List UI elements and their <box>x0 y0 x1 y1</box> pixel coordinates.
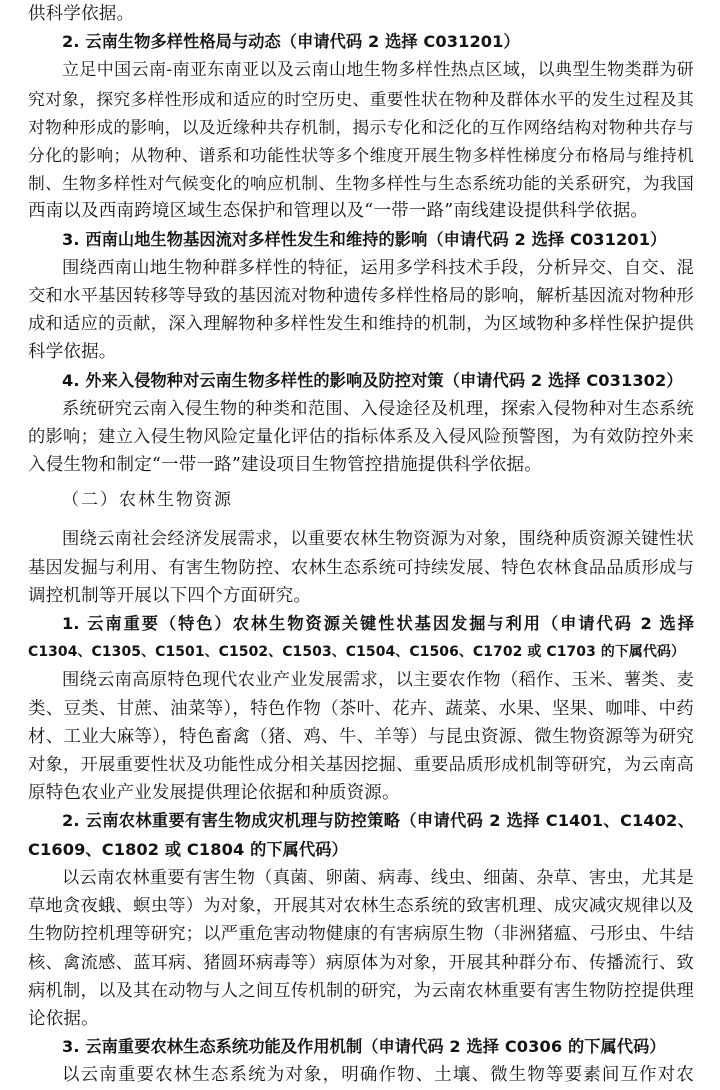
paragraph-line: 围绕云南高原特色现代农业产业发展需求，以主要农作物（稻作、玉米、薯类、麦 <box>62 670 694 691</box>
paragraph-line: 围绕云南社会经济发展需求，以重要农林生物资源为对象，围绕种质资源关键性状 <box>62 529 694 550</box>
paragraph-line: 材、工业大麻等），特色畜禽（猪、鸡、牛、羊等）与昆虫资源、微生物资源等为研究 <box>28 726 694 747</box>
subsection-heading-line: C1609、C1802 或 C1804 的下属代码） <box>28 839 348 859</box>
paragraph-line: 西南以及西南跨境区域生态保护和管理以及“一带一路”南线建设提供科学依据。 <box>28 201 649 222</box>
paragraph-line: 成和适应的贡献，深入理解物种多样性发生和维持的机制，为区域物种多样性保护提供 <box>28 314 694 335</box>
document-page <box>28 0 694 1090</box>
paragraph-line: 科学依据。 <box>28 342 117 363</box>
paragraph-line: 病机制，以及其在动物与人之间互传机制的研究，为云南农林重要有害生物防控提供理 <box>28 980 694 1001</box>
paragraph-line: 以云南农林重要有害生物（真菌、卵菌、病毒、线虫、细菌、杂草、害虫，尤其是 <box>62 867 694 888</box>
paragraph-line: 供科学依据。 <box>28 4 135 24</box>
paragraph-line: 交和水平基因转移等导致的基因流对物种遗传多样性格局的影响，解析基因流对物种形 <box>28 286 694 307</box>
paragraph-line: 究对象，探究多样性形成和适应的时空历史、重要性状在物种及群体水平的发生过程及其 <box>28 88 694 109</box>
subsection-heading-line: 3. 西南山地生物基因流对多样性发生和维持的影响（申请代码 2 选择 C031201） <box>62 229 667 249</box>
subsection-heading-line: C1304、C1305、C1501、C1502、C1503、C1504、C1506、C1702 或 C1703 的下属代码） <box>28 644 686 661</box>
subsection-heading-line: 4. 外来入侵物种对云南生物多样性的影响及防控对策（申请代码 2 选择 C031302） <box>62 370 683 390</box>
paragraph-line: 的影响；建立入侵生物风险定量化评估的指标体系及入侵风险预警图，为有效防控外来 <box>28 427 694 448</box>
paragraph-line: 原特色农业产业发展提供理论依据和种质资源。 <box>28 783 400 804</box>
paragraph-line: 对物种形成的影响，以及近缘种共存机制，揭示专化和泛化的互作网络结构对物种共存与 <box>28 116 694 137</box>
paragraph-line: 调控机制等开展以下四个方面研究。 <box>28 585 312 606</box>
paragraph-line: 对象，开展重要性状及功能性成分相关基因挖掘、重要品质形成机制等研究，为云南高 <box>28 755 694 776</box>
subsection-heading-line: 2. 云南生物多样性格局与动态（申请代码 2 选择 C031201） <box>62 32 520 52</box>
paragraph-line: 分化的影响；从物种、谱系和功能性状等多个维度开展生物多样性梯度分布格局与维持机 <box>28 145 694 166</box>
paragraph-line: 系统研究云南入侵生物的种类和范围、入侵途径及机理，探索入侵物种对生态系统 <box>62 398 694 419</box>
section-heading: （二）农林生物资源 <box>62 490 233 511</box>
paragraph-line: 生物防控机理等研究；以严重危害动物健康的有害病原生物（非洲猪瘟、弓形虫、牛结 <box>28 924 694 945</box>
paragraph-line: 论依据。 <box>28 1008 99 1029</box>
paragraph-line: 以云南重要农林生态系统为对象，明确作物、土壤、微生物等要素间互作对农 <box>62 1065 694 1086</box>
subsection-heading-line: 2. 云南农林重要有害生物成灾机理与防控策略（申请代码 2 选择 C1401、C1402、 <box>62 811 694 831</box>
paragraph-line: 类、豆类、甘蔗、油菜等），特色作物（茶叶、花卉、蔬菜、水果、坚果、咖啡、中药 <box>28 698 694 719</box>
paragraph-line: 立足中国云南-南亚东南亚以及云南山地生物多样性热点区域，以典型生物类群为研 <box>62 60 694 81</box>
subsection-heading-line: 3. 云南重要农林生态系统功能及作用机制（申请代码 2 选择 C0306 的下属代码） <box>62 1037 666 1057</box>
subsection-heading-line: 1. 云南重要（特色）农林生物资源关键性状基因发掘与利用（申请代码 2 选择 <box>62 614 694 634</box>
paragraph-line: 草地贪夜蛾、螟虫等）为对象，开展其对农林生态系统的致害机理、成灾减灾规律以及 <box>28 896 694 917</box>
paragraph-line: 核、禽流感、蓝耳病、猪圆环病毒等）病原体为对象，开展其种群分布、传播流行、致 <box>28 952 694 973</box>
paragraph-line: 制、生物多样性对气候变化的响应机制、生物多样性与生态系统功能的关系研究，为我国 <box>28 173 694 194</box>
paragraph-line: 围绕西南山地生物种群多样性的特征，运用多学科技术手段，分析异交、自交、混 <box>62 257 694 278</box>
paragraph-line: 入侵生物和制定“一带一路”建设项目生物管控措施提供科学依据。 <box>28 455 542 476</box>
paragraph-line: 基因发掘与利用、有害生物防控、农林生态系统可持续发展、特色农林食品品质形成与 <box>28 557 694 578</box>
